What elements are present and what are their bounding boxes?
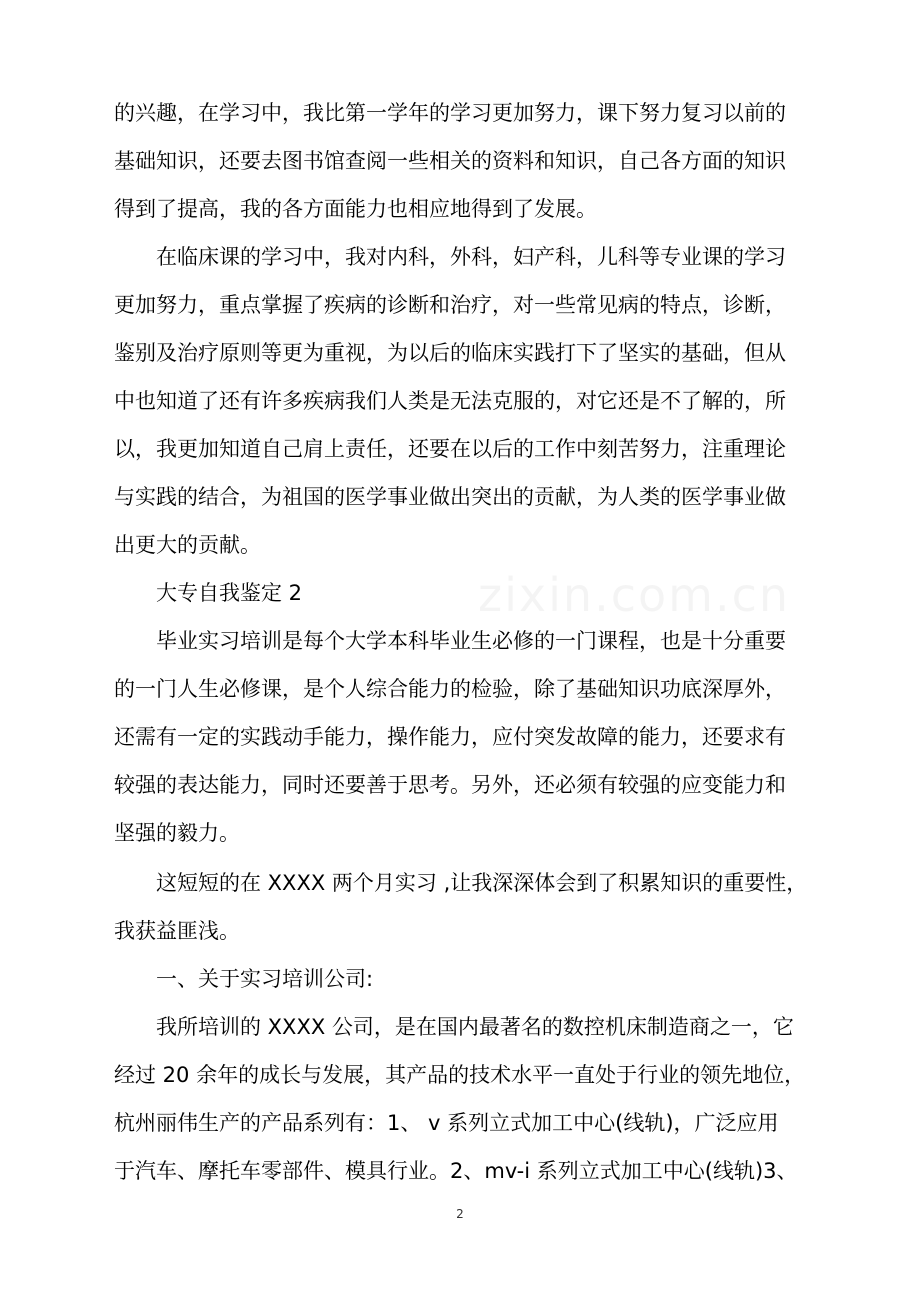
text-line: 的兴趣，在学习中，我比第一学年的学习更加努力，课下努力复习以前的 xyxy=(114,101,786,125)
text-line: 与实践的结合，为祖国的医学事业做出突出的贡献，为人类的医学事业做 xyxy=(114,485,786,509)
text-line: 坚强的毅力。 xyxy=(114,821,240,845)
watermark xyxy=(478,568,790,622)
text-line: 毕业实习培训是每个大学本科毕业生必修的一门课程，也是十分重要 xyxy=(156,629,786,653)
text-line: 我所培训的 XXXX 公司，是在国内最著名的数控机床制造商之一，它 xyxy=(156,1015,794,1039)
text-line: 还需有一定的实践动手能力，操作能力，应付突发故障的能力，还要求有 xyxy=(114,725,786,749)
text-line: 经过 20 余年的成长与发展，其产品的技术水平一直处于行业的领先地位， xyxy=(114,1063,806,1087)
text-line: 我获益匪浅。 xyxy=(114,919,240,943)
text-line: 出更大的贡献。 xyxy=(114,533,261,557)
text-line: 在临床课的学习中，我对内科，外科，妇产科，儿科等专业课的学习 xyxy=(156,245,786,269)
text-line: 这短短的在 XXXX 两个月实习 ,让我深深体会到了积累知识的重要性， xyxy=(156,871,808,895)
text-line: 于汽车、摩托车零部件、模具行业。2、mv-i 系列立式加工中心(线轨)3、 xyxy=(114,1159,798,1183)
text-line: 得到了提高，我的各方面能力也相应地得到了发展。 xyxy=(114,197,597,221)
page-number: 2 xyxy=(456,1207,464,1221)
text-line: 以，我更加知道自己肩上责任，还要在以后的工作中刻苦努力，注重理论 xyxy=(114,437,786,461)
text-line: 鉴别及治疗原则等更为重视，为以后的临床实践打下了坚实的基础，但从 xyxy=(114,341,786,365)
subsection-heading: 一、关于实习培训公司: xyxy=(156,967,374,991)
text-line: 较强的表达能力，同时还要善于思考。另外，还必须有较强的应变能力和 xyxy=(114,773,786,797)
text-line: 杭州丽伟生产的产品系列有：1、 v 系列立式加工中心(线轨)，广泛应用 xyxy=(114,1111,779,1135)
text-line: 更加努力，重点掌握了疾病的诊断和治疗，对一些常见病的特点，诊断， xyxy=(114,293,786,317)
text-line: 基础知识，还要去图书馆查阅一些相关的资料和知识，自己各方面的知识 xyxy=(114,149,786,173)
section-heading: 大专自我鉴定 2 xyxy=(156,581,303,605)
text-line: 的一门人生必修课，是个人综合能力的检验，除了基础知识功底深厚外， xyxy=(114,677,786,701)
text-line: 中也知道了还有许多疾病我们人类是无法克服的，对它还是不了解的，所 xyxy=(114,389,786,413)
